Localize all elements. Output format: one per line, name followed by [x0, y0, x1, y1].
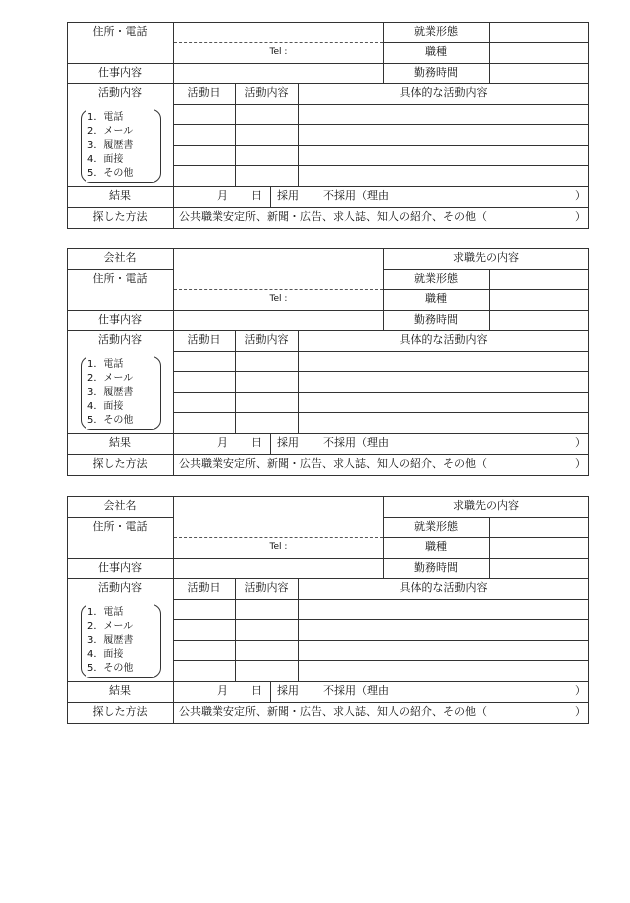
specific-activity-header: 具体的な活動内容: [399, 581, 488, 594]
method-options: 公共職業安定所、新聞・広告、求人誌、知人の紹介、その他（: [179, 457, 487, 470]
activity-date-header: 活動日: [187, 581, 221, 594]
address-phone-label: 住所・電話: [92, 520, 148, 533]
option-resume: 3．履歴書: [87, 635, 134, 646]
activity-date-header: 活動日: [187, 333, 221, 346]
employment-type-label: 就業形態: [414, 520, 458, 533]
day-label: 日: [251, 436, 262, 449]
activity-detail-header: 活動内容: [244, 86, 289, 99]
month-label: 月: [217, 189, 228, 202]
option-email: 2．メール: [87, 126, 134, 137]
close-paren: ）: [575, 457, 586, 470]
work-hours-label: 勤務時間: [414, 561, 458, 574]
hired-option[interactable]: 採用: [277, 436, 299, 449]
method-label: 探した方法: [92, 457, 148, 470]
activity-content-label: 活動内容: [98, 86, 142, 99]
not-hired-option[interactable]: 不採用（理由: [323, 684, 389, 697]
option-resume: 3．履歴書: [87, 387, 134, 398]
close-paren: ）: [575, 436, 586, 449]
employment-type-label: 就業形態: [414, 272, 458, 285]
option-interview: 4．面接: [87, 154, 124, 165]
activity-content-label: 活動内容: [98, 333, 142, 346]
activity-content-label: 活動内容: [98, 581, 142, 594]
option-phone: 1．電話: [87, 607, 124, 618]
form-block-3: [67, 496, 589, 723]
form-block-1: [67, 22, 589, 228]
work-content-label: 仕事内容: [98, 313, 142, 326]
tel-label: Tel :: [269, 294, 288, 304]
close-paren: ）: [575, 189, 586, 202]
option-email: 2．メール: [87, 621, 134, 632]
tel-label: Tel :: [269, 542, 288, 552]
option-other: 5．その他: [87, 168, 134, 179]
job-type-label: 職種: [425, 45, 447, 58]
specific-activity-header: 具体的な活動内容: [399, 86, 488, 99]
close-paren: ）: [575, 705, 586, 718]
work-content-label: 仕事内容: [98, 561, 142, 574]
form-block-2: [67, 248, 589, 475]
option-other: 5．その他: [87, 415, 134, 426]
job-type-label: 職種: [425, 540, 447, 553]
option-resume: 3．履歴書: [87, 140, 134, 151]
method-label: 探した方法: [92, 210, 148, 223]
result-label: 結果: [109, 436, 131, 449]
method-options: 公共職業安定所、新聞・広告、求人誌、知人の紹介、その他（: [179, 210, 487, 223]
company-label: 会社名: [103, 499, 137, 512]
work-hours-label: 勤務時間: [414, 66, 458, 79]
month-label: 月: [217, 436, 228, 449]
company-label: 会社名: [103, 251, 137, 264]
result-label: 結果: [109, 684, 131, 697]
activity-detail-header: 活動内容: [244, 581, 289, 594]
option-phone: 1．電話: [87, 359, 124, 370]
option-other: 5．その他: [87, 663, 134, 674]
option-interview: 4．面接: [87, 401, 124, 412]
address-phone-label: 住所・電話: [92, 272, 148, 285]
method-options: 公共職業安定所、新聞・広告、求人誌、知人の紹介、その他（: [179, 705, 487, 718]
hired-option[interactable]: 採用: [277, 189, 299, 202]
tel-label: Tel :: [269, 47, 288, 57]
method-label: 探した方法: [92, 705, 148, 718]
option-email: 2．メール: [87, 373, 134, 384]
specific-activity-header: 具体的な活動内容: [399, 333, 488, 346]
option-interview: 4．面接: [87, 649, 124, 660]
work-hours-label: 勤務時間: [414, 313, 458, 326]
result-label: 結果: [109, 189, 131, 202]
address-phone-label: 住所・電話: [92, 25, 148, 38]
job-type-label: 職種: [425, 292, 447, 305]
activity-date-header: 活動日: [187, 86, 221, 99]
employment-type-label: 就業形態: [414, 25, 458, 38]
activity-detail-header: 活動内容: [244, 333, 289, 346]
work-content-label: 仕事内容: [98, 66, 142, 79]
not-hired-option[interactable]: 不採用（理由: [323, 436, 389, 449]
close-paren: ）: [575, 210, 586, 223]
hired-option[interactable]: 採用: [277, 684, 299, 697]
day-label: 日: [251, 189, 262, 202]
not-hired-option[interactable]: 不採用（理由: [323, 189, 389, 202]
job-content-header: 求職先の内容: [453, 499, 519, 512]
option-phone: 1．電話: [87, 112, 124, 123]
job-content-header: 求職先の内容: [453, 251, 519, 264]
day-label: 日: [251, 684, 262, 697]
close-paren: ）: [575, 684, 586, 697]
month-label: 月: [217, 684, 228, 697]
